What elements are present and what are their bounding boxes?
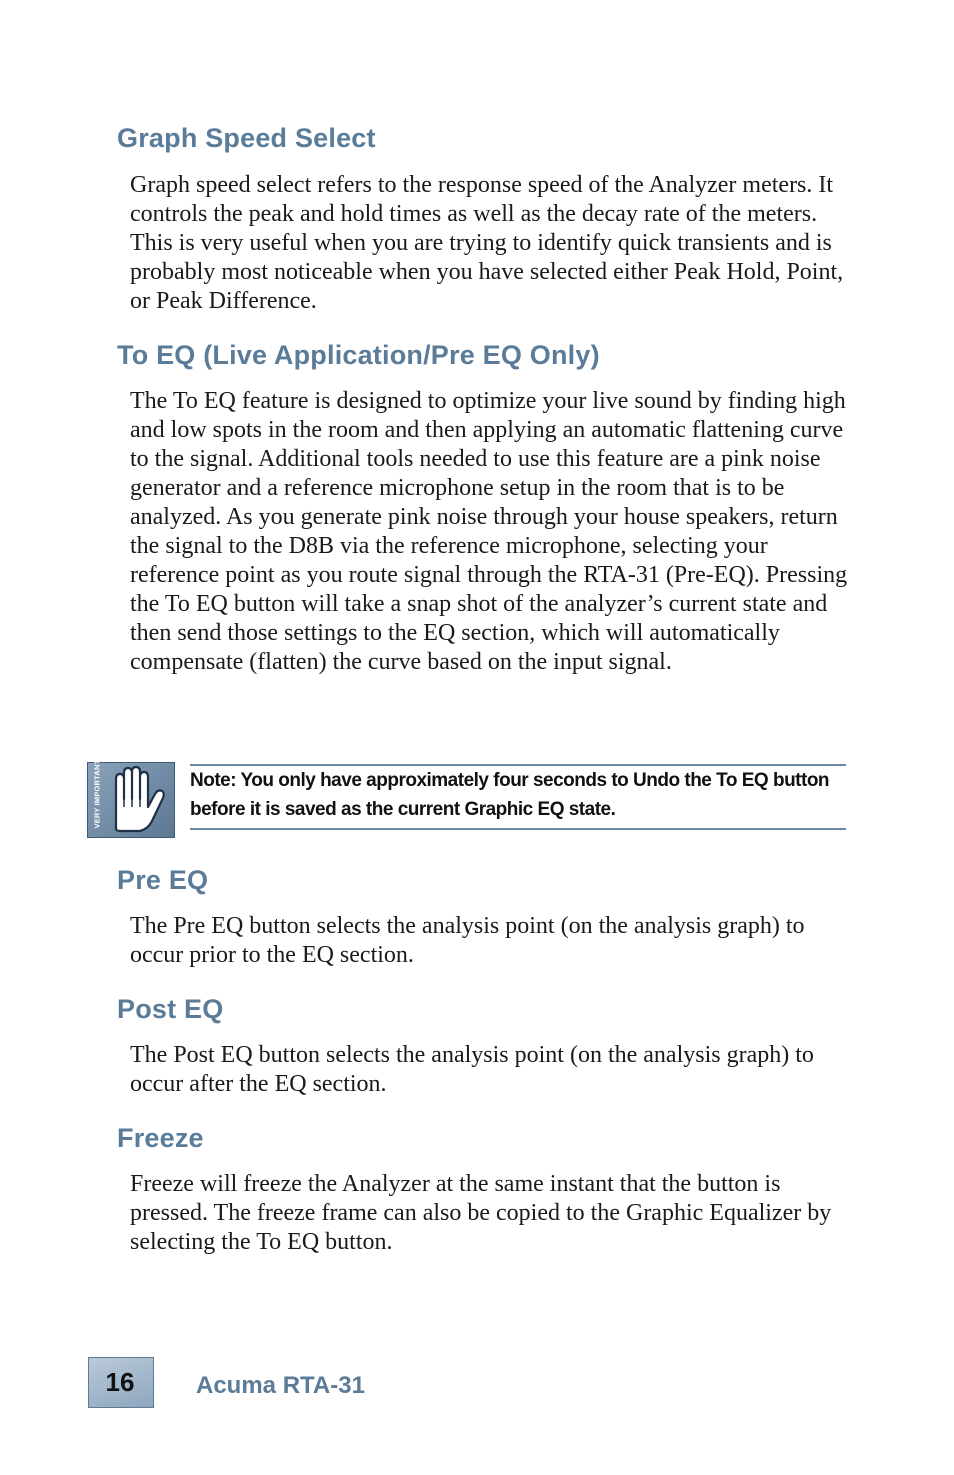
section-body-to-eq: The To EQ feature is designed to optimize your live sound by finding high and low spots in the room and then applying an automatic flattening curve to the signal. Additional tools needed to use this feature are a pink noise generator and a reference microphone setup in the room that is to be analyzed. As you generate pink noise through your house speakers, return the signal to the D8B via the reference microphone, selecting your reference point as you route signal through the RTA-31 (Pre-EQ). Pressing the To EQ button will take a snap shot of the analyzer’s current state and then send those settings to the EQ section, which will automatically compensate (flatten) the curve based on the input signal.	[130, 388, 848, 675]
section-heading-graph-speed-select: Graph Speed Select	[117, 123, 376, 153]
footer-title: Acuma RTA-31	[196, 1372, 365, 1399]
note-text: Note: You only have approximately four seconds to Undo the To EQ button before it is saved as the current Graphic EQ state.	[190, 770, 830, 820]
section-heading-pre-eq: Pre EQ	[117, 865, 209, 895]
very-important-label: VERY IMPORTANT	[92, 759, 102, 829]
section-body-pre-eq: The Pre EQ button selects the analysis point (on the analysis graph) to occur prior to the EQ section.	[130, 913, 805, 968]
section-heading-post-eq: Post EQ	[117, 994, 224, 1024]
note-bottom-rule	[190, 828, 846, 830]
section-heading-to-eq: To EQ (Live Application/Pre EQ Only)	[117, 340, 600, 370]
section-body-post-eq: The Post EQ button selects the analysis point (on the analysis graph) to occur after the EQ section.	[130, 1042, 814, 1097]
section-body-freeze: Freeze will freeze the Analyzer at the same instant that the button is pressed. The freeze frame can also be copied to the Graphic Equalizer by selecting the To EQ button.	[130, 1171, 832, 1255]
very-important-badge	[87, 759, 175, 838]
page-number-badge	[88, 1357, 154, 1408]
section-body-graph-speed-select: Graph speed select refers to the response speed of the Analyzer meters. It controls the peak and hold times as well as the decay rate of the meters. This is very useful when you are trying to identify quick transients and is probably most noticeable when you have selected either Peak Hold, Point, or Peak Difference.	[130, 172, 844, 314]
section-heading-freeze: Freeze	[117, 1123, 204, 1153]
page-number: 16	[105, 1367, 135, 1397]
